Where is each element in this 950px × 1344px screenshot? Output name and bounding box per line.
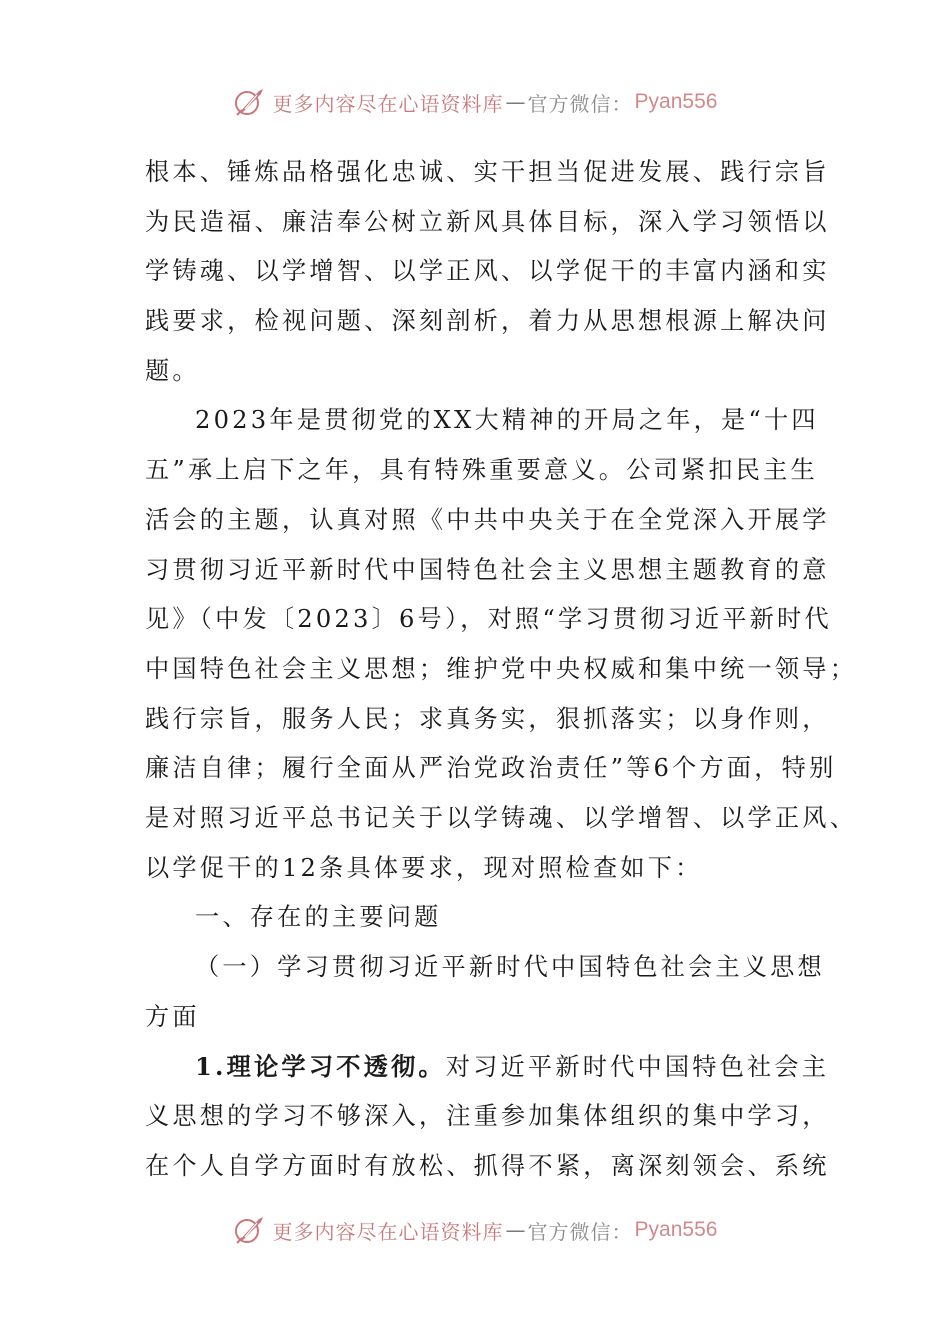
body-line: 活会的主题，认真对照《中共中央关于在全党深入开展学 bbox=[145, 505, 830, 534]
body-line: 廉洁自律；履行全面从严治党政治责任”等6个方面，特别 bbox=[145, 754, 837, 783]
quill-logo-icon bbox=[233, 85, 267, 119]
body-line: 根本、锤炼品格强化忠诚、实干担当促进发展、践行宗旨 bbox=[145, 158, 830, 186]
quill-logo-icon bbox=[233, 1213, 267, 1247]
body-line: 是对照习近平总书记关于以学铸魂、以学增智、以学正风、 bbox=[145, 803, 858, 832]
document-body bbox=[145, 148, 858, 1191]
point-title: 1.理论学习不透彻。 bbox=[195, 1052, 446, 1082]
body-line: 习贯彻习近平新时代中国特色社会主义思想主题教育的意 bbox=[145, 555, 830, 584]
body-line: 为民造福、廉洁奉公树立新风具体目标，深入学习领悟以 bbox=[145, 207, 830, 236]
watermark-wechat-id: Pyan556 bbox=[634, 1218, 718, 1241]
watermark-slogan: 更多内容尽在心语资料库 bbox=[272, 1219, 504, 1244]
section-heading: 一、存在的主要问题 bbox=[195, 903, 442, 932]
point-line bbox=[145, 1042, 830, 1092]
paragraph-start-line: 2023年是贯彻党的XX大精神的开局之年，是“十四 bbox=[195, 406, 819, 435]
header-watermark-banner bbox=[0, 80, 950, 124]
watermark-wechat-label: 官方微信： bbox=[527, 1219, 633, 1244]
body-line: 在个人自学方面时有放松、抓得不紧，离深刻领会、系统 bbox=[145, 1151, 830, 1180]
body-line: 五”承上启下之年，具有特殊重要意义。公司紧扣民主生 bbox=[145, 456, 818, 485]
body-line: 中国特色社会主义思想；维护党中央权威和集中统一领导； bbox=[145, 654, 858, 683]
subsection-heading: （一）学习贯彻习近平新时代中国特色社会主义思想 bbox=[195, 953, 825, 981]
body-line: 见》（中发〔2023〕6号），对照“学习贯彻习近平新时代 bbox=[145, 605, 832, 634]
body-line: 学铸魂、以学增智、以学正风、以学促干的丰富内涵和实 bbox=[145, 257, 830, 286]
point-text: 对习近平新时代中国特色社会主 bbox=[445, 1053, 830, 1082]
watermark-wechat-label: 官方微信： bbox=[527, 91, 633, 116]
watermark-separator: — bbox=[505, 1218, 526, 1242]
watermark-slogan: 更多内容尽在心语资料库 bbox=[272, 91, 504, 116]
body-line: 践要求，检视问题、深刻剖析，着力从思想根源上解决问 bbox=[145, 307, 830, 336]
subsection-heading-cont: 方面 bbox=[145, 1002, 200, 1031]
body-line: 题。 bbox=[145, 356, 200, 385]
body-line: 践行宗旨，服务人民；求真务实，狠抓落实；以身作则， bbox=[145, 704, 830, 733]
footer-watermark-banner bbox=[0, 1208, 950, 1252]
watermark-separator: — bbox=[505, 90, 526, 114]
body-line: 以学促干的12条具体要求，现对照检查如下： bbox=[145, 853, 703, 882]
body-line: 义思想的学习不够深入，注重参加集体组织的集中学习， bbox=[145, 1102, 830, 1131]
watermark-wechat-id: Pyan556 bbox=[634, 90, 718, 113]
